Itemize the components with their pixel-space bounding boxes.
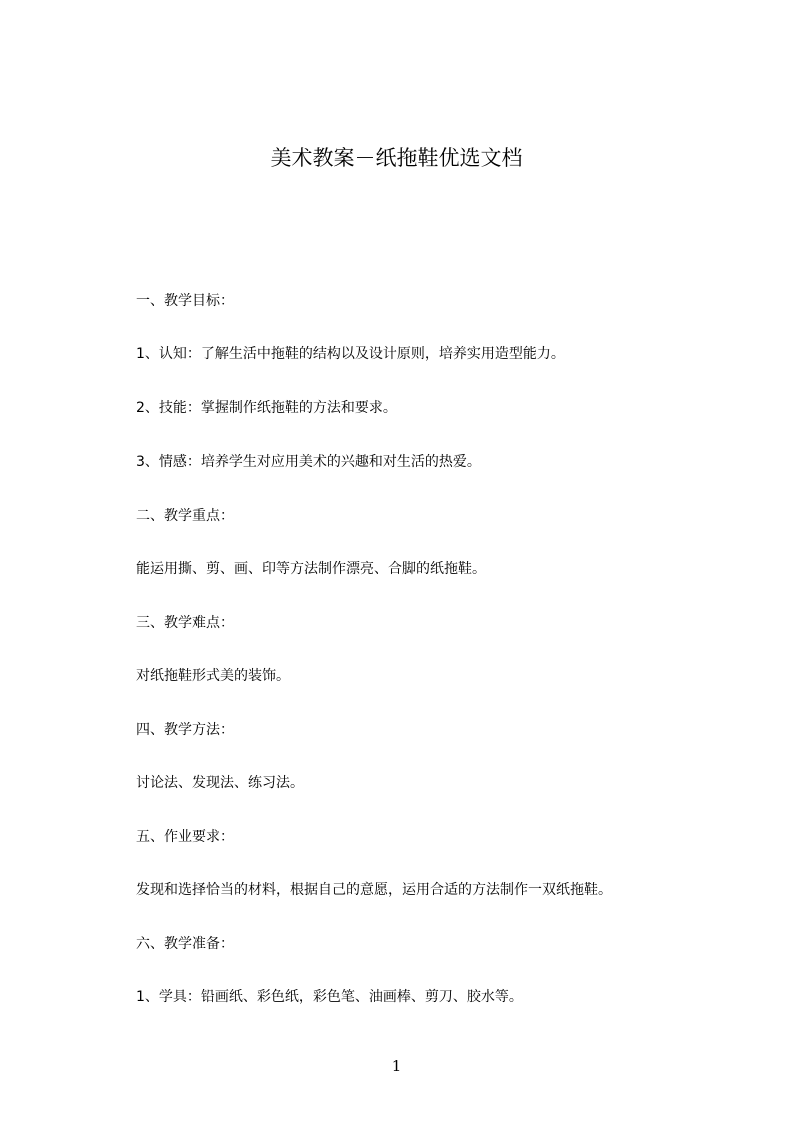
section-heading-objectives: 一、教学目标： (136, 293, 234, 309)
methods-text: 讨论法、发现法、练习法。 (136, 775, 304, 791)
objective-skill: 2、技能：掌握制作纸拖鞋的方法和要求。 (136, 400, 397, 416)
objective-cognition: 1、认知：了解生活中拖鞋的结构以及设计原则，培养实用造型能力。 (136, 346, 565, 362)
key-points-text: 能运用撕、剪、画、印等方法制作漂亮、合脚的纸拖鞋。 (136, 561, 486, 577)
section-heading-difficulties: 三、教学难点： (136, 615, 234, 631)
page-title: 美术教案－纸拖鞋优选文档 (270, 146, 523, 170)
section-heading-preparation: 六、教学准备： (136, 936, 234, 952)
page-number: 1 (391, 1057, 402, 1075)
section-heading-assignment: 五、作业要求： (136, 829, 234, 845)
section-heading-key-points: 二、教学重点： (136, 508, 234, 524)
assignment-text: 发现和选择恰当的材料，根据自己的意愿，运用合适的方法制作一双纸拖鞋。 (136, 882, 612, 898)
objective-emotion: 3、情感：培养学生对应用美术的兴趣和对生活的热爱。 (136, 454, 481, 470)
difficulties-text: 对纸拖鞋形式美的装饰。 (136, 668, 290, 684)
preparation-materials: 1、学具：铅画纸、彩色纸，彩色笔、油画棒、剪刀、胶水等。 (136, 989, 523, 1005)
section-heading-methods: 四、教学方法： (136, 722, 234, 738)
